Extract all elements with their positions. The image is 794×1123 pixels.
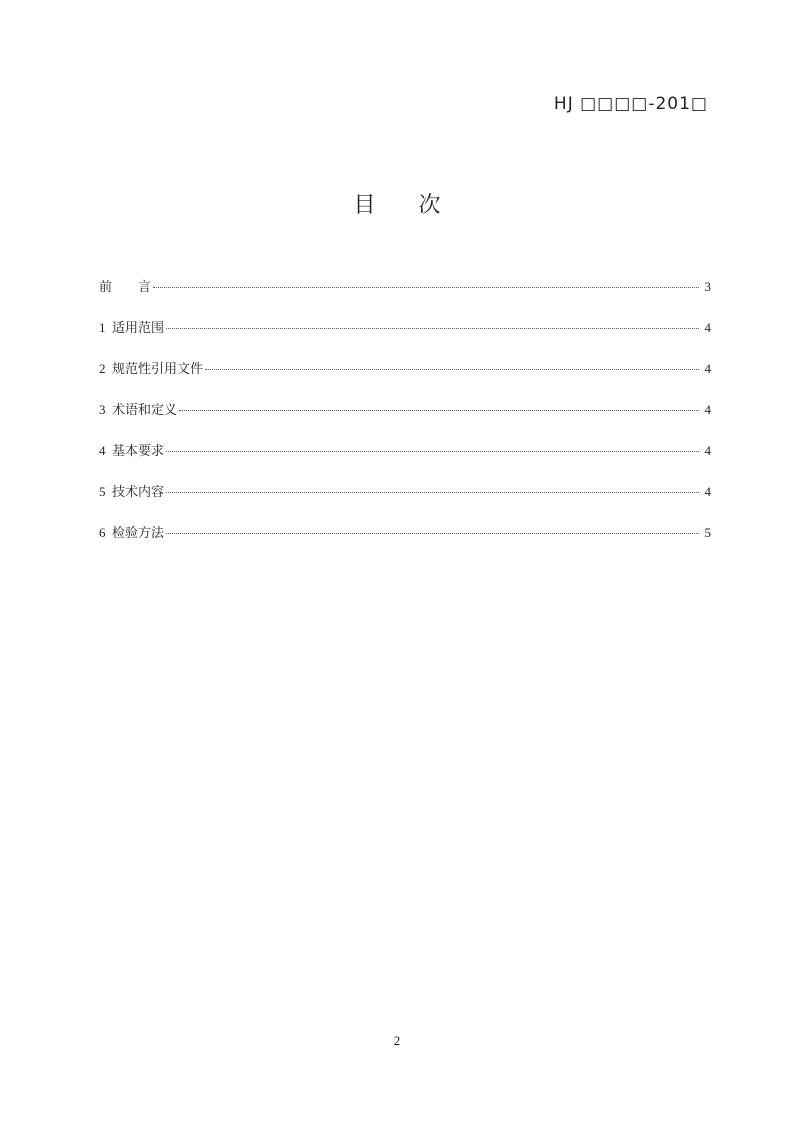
toc-entry-page: 4 xyxy=(704,361,711,376)
toc-leader-dots xyxy=(166,328,699,329)
toc-entry-label: 1 适用范围 xyxy=(99,320,165,335)
toc-entry-technical-content[interactable] xyxy=(99,481,711,522)
toc-leader-dots xyxy=(166,451,699,452)
toc-entry-page: 3 xyxy=(704,279,711,294)
toc-entry-page: 4 xyxy=(704,402,711,417)
table-of-contents xyxy=(99,276,711,563)
toc-leader-dots xyxy=(179,410,699,411)
toc-entry-foreword[interactable] xyxy=(99,276,711,317)
toc-title: 目 次 xyxy=(353,193,459,218)
toc-entry-label: 5 技术内容 xyxy=(99,484,165,499)
toc-entry-label: 3 术语和定义 xyxy=(99,402,178,417)
toc-entry-label: 6 检验方法 xyxy=(99,525,165,540)
toc-leader-dots xyxy=(166,492,699,493)
toc-entry-basic-requirements[interactable] xyxy=(99,440,711,481)
toc-leader-dots xyxy=(153,287,699,288)
toc-entry-page: 4 xyxy=(704,443,711,458)
toc-entry-scope[interactable] xyxy=(99,317,711,358)
toc-entry-normative-references[interactable] xyxy=(99,358,711,399)
toc-entry-label: 前 言 xyxy=(99,279,152,294)
toc-entry-terms-definitions[interactable] xyxy=(99,399,711,440)
toc-leader-dots xyxy=(166,533,699,534)
toc-entry-page: 4 xyxy=(704,320,711,335)
toc-entry-test-methods[interactable] xyxy=(99,522,711,563)
toc-leader-dots xyxy=(205,369,699,370)
standard-code: HJ □□□□-201□ xyxy=(553,94,708,114)
toc-entry-page: 4 xyxy=(704,484,711,499)
toc-entry-label: 4 基本要求 xyxy=(99,443,165,458)
toc-entry-page: 5 xyxy=(704,525,711,540)
toc-entry-label: 2 规范性引用文件 xyxy=(99,361,204,376)
page-number: 2 xyxy=(393,1033,401,1048)
